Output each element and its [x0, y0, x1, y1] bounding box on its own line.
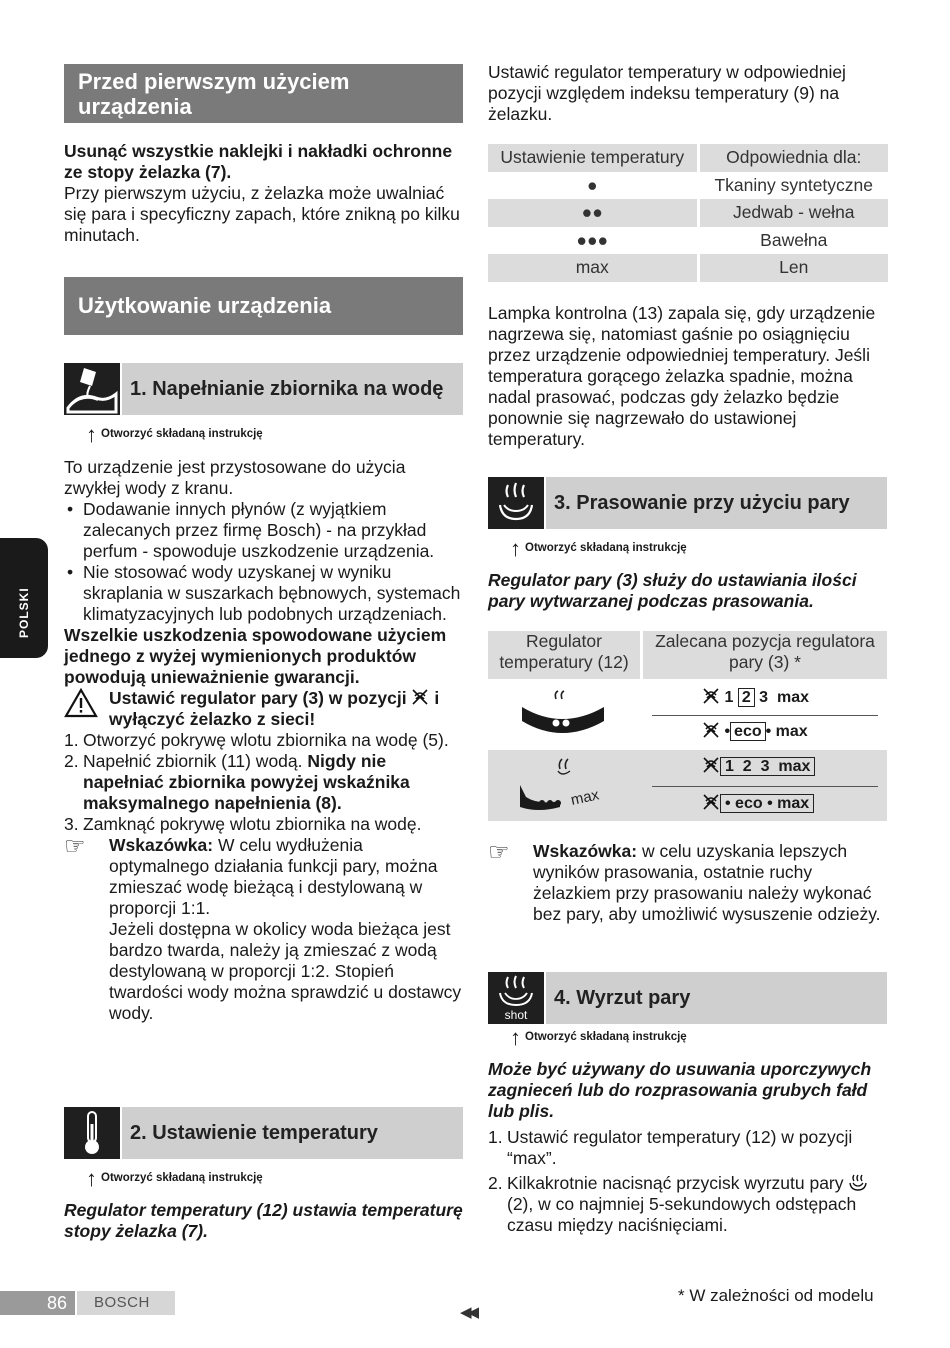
steam-off-icon — [411, 688, 429, 706]
dial-max-label: max — [569, 786, 601, 809]
arrow-up-icon: ↑ — [86, 1166, 97, 1191]
table-header: Regulator temperatury (12) — [488, 631, 640, 679]
temperature-table — [488, 144, 888, 282]
section-fill-tank-body — [64, 457, 464, 1024]
table-row: ●● Jedwab - wełna — [488, 199, 888, 227]
list-item: • Nie stosować wody uzyskanej w wyniku skraplania w suszarkach bębnowych, systemach klimatyzacyjnych lub podobnych urządzeniach. — [64, 562, 464, 625]
warning-triangle-icon — [64, 688, 98, 723]
unplug-warning: Ustawić regulator pary (3) w pozycji i wyłączyć żelazko z sieci! — [64, 688, 464, 730]
shot-label: shot — [504, 1008, 528, 1022]
arrow-up-icon: ↑ — [510, 1025, 521, 1050]
table-row: ●●● Bawełna — [488, 227, 888, 255]
table-header-row — [488, 144, 888, 172]
usage-title: Użytkowanie urządzenia — [64, 277, 463, 335]
steam-option-1: 1 2 3 max — [702, 687, 809, 708]
section-fill-tank-title: 1. Napełnianie zbiornika na wodę — [122, 363, 463, 415]
arrow-up-icon: ↑ — [86, 422, 97, 447]
steam-shot-button-icon — [848, 1174, 868, 1192]
footnote: * W zależności od modelu — [678, 1286, 874, 1305]
steam-shot-icon — [488, 972, 544, 1024]
pointing-hand-icon: ☞ — [488, 839, 510, 866]
section-temperature-header — [64, 1107, 463, 1159]
before-first-use-body — [64, 141, 464, 246]
nav-back-icon[interactable]: ◀◀ — [460, 1304, 476, 1321]
divider — [652, 715, 878, 716]
control-lamp-text: Lampka kontrolna (13) zapala się, gdy urządzenie nagrzewa się, natomiast gaśnie po osiągnięciu przez urządzenie odpowiedniej temperatury. Jeśli temperatura gorącego żelazka spadnie, można nadal prasować, podczas gdy żelazko będzie ponownie się nagrzewało do ustawionej temperatury. — [488, 303, 876, 449]
steam-off-icon — [702, 687, 720, 705]
section-fill-tank-header — [64, 363, 463, 415]
pointing-hand-icon: ☞ — [64, 833, 86, 860]
steam-off-icon — [702, 721, 720, 739]
open-foldout-note-2: ↑ Otworzyć składaną instrukcję — [86, 1166, 263, 1191]
steam-off-icon — [702, 756, 720, 774]
table-header: Odpowiednia dla: — [698, 144, 888, 172]
list-item: 3. Zamknąć pokrywę wlotu zbiornika na wodę. — [64, 814, 422, 834]
thermometer-icon — [64, 1107, 120, 1159]
section-shot-header — [488, 972, 887, 1024]
open-foldout-note-3: ↑ Otworzyć składaną instrukcję — [510, 536, 687, 561]
steam-option-3: 1 2 3 max — [702, 756, 815, 777]
temperature-dial-1 — [518, 689, 608, 742]
steam-off-icon — [702, 793, 720, 811]
before-first-use-title: Przed pierwszym użyciem urządzenia — [64, 64, 463, 123]
section-temperature-title: 2. Ustawienie temperatury — [122, 1107, 463, 1159]
list-item: 1. Ustawić regulator temperatury (12) w pozycji “max”. — [488, 1127, 853, 1168]
divider — [652, 786, 878, 787]
open-foldout-note-1: ↑ Otworzyć składaną instrukcję — [86, 422, 263, 447]
shot-steps — [488, 1127, 888, 1236]
table-header: Zalecana pozycja regulatora pary (3) * — [643, 631, 887, 679]
page-number: 86 — [0, 1291, 75, 1315]
temperature-dial-2 — [516, 757, 611, 820]
list-item: 2. Napełnić zbiornik (11) wodą. Nigdy nie napełniać zbiornika powyżej wskaźnika maksymalnego napełnienia (8). — [64, 751, 410, 813]
warning-bullets — [64, 499, 464, 625]
steam-iron-icon — [488, 477, 544, 529]
section-steam-title: 3. Prasowanie przy użyciu pary — [546, 477, 887, 529]
list-item: • Dodawanie innych płynów (z wyjątkiem zalecanych przez firmę Bosch) - na przykład perfum - spowoduje uszkodzenie urządzenia. — [64, 499, 464, 562]
list-item: 2. Kilkakrotnie nacisnąć przycisk wyrzutu pary (2), w co najmniej 5-sekundowych odstępach czasu między naciśnięciami. — [488, 1173, 888, 1236]
steam-option-4: • eco • max — [702, 793, 814, 814]
arrow-up-icon: ↑ — [510, 536, 521, 561]
temperature-intro: Ustawić regulator temperatury w odpowiedniej pozycji względem indeksu temperatury (9) na żelazku. — [488, 62, 846, 124]
shot-lead: Może być używany do usuwania uporczywych zagnieceń lub do rozprasowania grubych fałd lub plis. — [488, 1059, 872, 1121]
language-tab — [0, 538, 48, 658]
open-foldout-note-4: ↑ Otworzyć składaną instrukcję — [510, 1025, 687, 1050]
steam-option-2: • eco • max — [702, 721, 808, 742]
section-shot-title: 4. Wyrzut pary — [546, 972, 887, 1024]
steam-table — [488, 631, 887, 821]
list-item: 1. Otworzyć pokrywę wlotu zbiornika na wodę (5). — [64, 730, 449, 750]
tip-water-mix: ☞ Wskazówka: W celu wydłużenia optymalnego działania funkcji pary, można zmieszać wodę bieżącą i destylowaną w proporcji 1:1. Jeżeli dostępna w okolicy woda bieżąca jest bardzo twarda, należy ją zmieszać z wodą destylowaną w proporcji 1:2. Stopień twardości wody można sprawdzić u dostawcy wody. — [64, 833, 462, 1023]
first-use-text: Przy pierwszym użyciu, z żelazka może uwalniać się para i specyficzny zapach, które znikną po kilku minutach. — [64, 183, 460, 245]
table-header: Ustawienie temperatury — [488, 144, 698, 172]
steam-lead: Regulator pary (3) służy do ustawiania ilości pary wytwarzanej podczas prasowania. — [488, 570, 857, 611]
remove-stickers-note: Usunąć wszystkie naklejki i nakładki ochronne ze stopy żelazka (7). — [64, 141, 453, 182]
language-label: POLSKI — [17, 587, 31, 638]
fill-steps — [64, 730, 464, 835]
section-steam-header — [488, 477, 887, 529]
tip-no-steam: ☞ Wskazówka: w celu uzyskania lepszych wyników prasowania, ostatnie ruchy żelazkiem przy prasowaniu należy wykonać bez pary, aby umożliwić wysuszenie odzieży. — [488, 839, 881, 924]
table-row: max Len — [488, 254, 888, 282]
warranty-note: Wszelkie uszkodzenia spowodowane użyciem jednego z wyżej wymienionych produktów powodują unieważnienie gwarancji. — [64, 625, 447, 687]
water-fill-icon — [64, 363, 120, 415]
temperature-lead: Regulator temperatury (12) ustawia temperaturę stopy żelazka (7). — [64, 1200, 463, 1241]
tap-water-intro: To urządzenie jest przystosowane do użycia zwykłej wody z kranu. — [64, 457, 406, 498]
table-row: ● Tkaniny syntetyczne — [488, 172, 888, 200]
brand-label: BOSCH — [77, 1291, 175, 1315]
